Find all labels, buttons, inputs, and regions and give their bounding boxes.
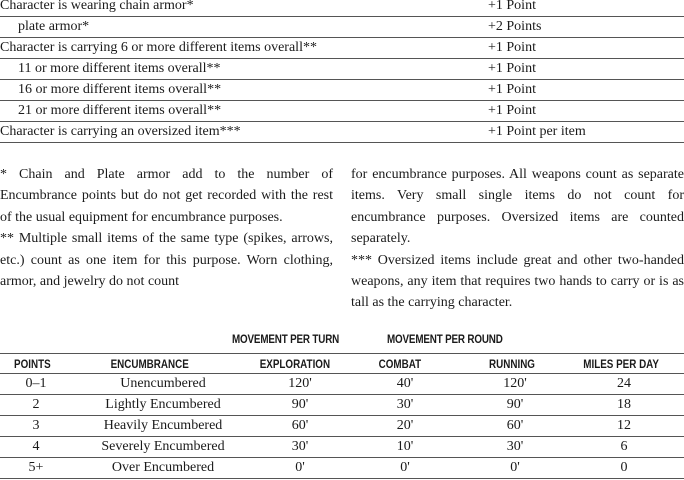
condition-cell: 16 or more different items overall**: [18, 82, 222, 97]
table-row: [0, 395, 684, 416]
running-value: 90': [506, 397, 524, 412]
condition-cell: Character is carrying 6 or more different items overall**: [0, 40, 317, 55]
footnote-armor: * Chain and Plate armor add to the number of Encumbrance points but do not get recorded with the rest of the usual equipment for encumbrance purposes.: [0, 167, 333, 225]
combat-value: 30': [396, 397, 414, 412]
running-value: 0': [510, 460, 520, 475]
column-header-row: [0, 353, 684, 374]
table-row: [0, 17, 684, 38]
table-row: [0, 437, 684, 458]
column-header: RUNNING: [489, 357, 535, 371]
points-cell: +1 Point: [488, 61, 536, 76]
points-value: 2: [32, 397, 40, 412]
footnotes: [0, 164, 684, 314]
points-value: 0–1: [25, 376, 47, 391]
column-header: EXPLORATION: [259, 357, 331, 371]
per-turn-header: MOVEMENT PER TURN: [232, 332, 340, 346]
combat-value: 40': [396, 376, 414, 391]
encumbrance-value: Unencumbered: [120, 376, 206, 391]
points-cell: +1 Point: [488, 82, 536, 97]
group-header-row: [0, 332, 684, 353]
running-value: 120': [503, 376, 527, 391]
encumbrance-points-table: [0, 0, 684, 143]
exploration-value: 60': [291, 418, 309, 433]
column-header: MILES PER DAY: [583, 357, 659, 371]
encumbrance-value: Heavily Encumbered: [103, 418, 223, 433]
encumbrance-value: Lightly Encumbered: [105, 397, 221, 412]
miles-per-day-value: 24: [617, 376, 631, 391]
table-row: [0, 101, 684, 122]
table-row: [0, 458, 684, 479]
movement-table: [0, 332, 684, 479]
column-header: COMBAT: [378, 357, 422, 371]
condition-cell: Character is carrying an oversized item***: [0, 124, 241, 139]
exploration-value: 90': [291, 397, 309, 412]
combat-value: 20': [396, 418, 414, 433]
condition-cell: plate armor*: [18, 19, 90, 34]
points-cell: +1 Point: [488, 0, 536, 13]
per-round-header: MOVEMENT PER ROUND: [387, 332, 503, 346]
footnote-oversized: *** Oversized items include great and other two-handed weapons, any item that requires two hands to carry or is as tall as the carrying character.: [351, 252, 684, 311]
table-row: [0, 38, 684, 59]
table-row: [0, 0, 684, 17]
running-value: 30': [506, 439, 524, 454]
condition-cell: Character is wearing chain armor*: [0, 0, 194, 13]
footnote-continued: for encumbrance purposes. All weapons count as separate items. Very small single items do not count for encumbrance purposes. Oversized items are counted separately.: [351, 167, 684, 247]
table-row: [0, 374, 684, 395]
combat-value: 10': [396, 439, 414, 454]
points-cell: +2 Points: [488, 19, 542, 34]
condition-cell: 11 or more different items overall**: [18, 61, 221, 76]
miles-per-day-value: 6: [620, 439, 628, 454]
encumbrance-value: Severely Encumbered: [101, 439, 225, 454]
points-cell: +1 Point: [488, 40, 536, 55]
footnote-small-items: ** Multiple small items of the same type (spikes, arrows, etc.) count as one item for this purpose. Worn clothing, armor, and jewelry do not count: [0, 231, 333, 290]
table-row: [0, 416, 684, 437]
exploration-value: 30': [291, 439, 309, 454]
points-value: 4: [32, 439, 40, 454]
points-value: 5+: [28, 460, 44, 475]
table-row: [0, 80, 684, 101]
encumbrance-value: Over Encumbered: [111, 460, 215, 475]
points-cell: +1 Point: [488, 103, 536, 118]
exploration-value: 120': [288, 376, 312, 391]
table-row: [0, 59, 684, 80]
footnotes-left-column: [0, 164, 333, 292]
miles-per-day-value: 0: [620, 460, 628, 475]
points-value: 3: [32, 418, 40, 433]
footnotes-right-column: [351, 164, 684, 314]
table-row: [0, 122, 684, 143]
running-value: 60': [506, 418, 524, 433]
column-header: POINTS: [14, 357, 51, 371]
points-cell: +1 Point per item: [488, 124, 586, 139]
combat-value: 0': [400, 460, 410, 475]
exploration-value: 0': [295, 460, 305, 475]
miles-per-day-value: 18: [617, 397, 631, 412]
miles-per-day-value: 12: [617, 418, 631, 433]
column-header: ENCUMBRANCE: [110, 357, 189, 371]
condition-cell: 21 or more different items overall**: [18, 103, 222, 118]
